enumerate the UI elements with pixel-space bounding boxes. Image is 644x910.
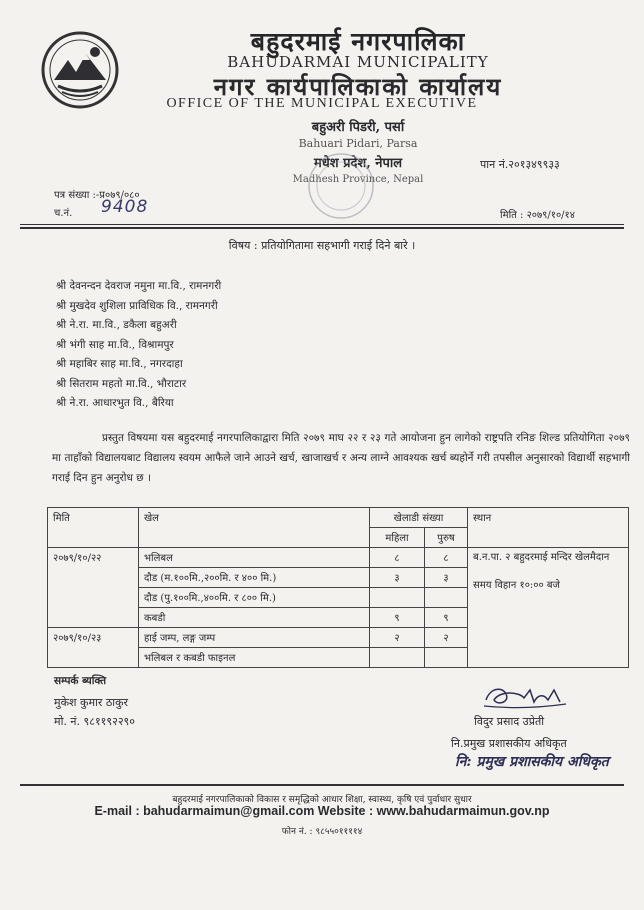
row-female: ३ <box>370 568 425 588</box>
row-date: २०७९/१०/२३ <box>48 628 139 668</box>
province-en: Madhesh Province, Nepal <box>292 174 424 185</box>
header-place: स्थान <box>468 508 629 548</box>
address-en: Bahuari Pidari, Parsa <box>298 137 418 150</box>
header-game: खेल <box>139 508 370 548</box>
letter-date: मिति : २०७९/१०/१४ <box>500 210 575 221</box>
row-game: दौड (पु.१००मि.,४००मि. र ८०० मि.) <box>139 588 370 608</box>
place-venue: ब.न.पा. २ बहुदरमाई मन्दिर खेलमैदान <box>473 552 610 563</box>
recipient-item: श्री मुखदेव शुशिला प्राविधिक वि., रामनगरी <box>56 299 218 312</box>
table-row <box>48 548 629 568</box>
row-male: ८ <box>425 548 468 568</box>
row-place <box>468 548 629 668</box>
footer-phone: फोन नं. : ९८५५०११११४ <box>281 827 363 837</box>
signatory-stamp: नि: प्रमुख प्रशासकीय अधिकृत <box>455 754 609 770</box>
signature-icon <box>480 680 570 712</box>
office-name-np: नगर कार्यपालिकाको कार्यालय <box>213 72 503 101</box>
table-header-row <box>48 508 629 528</box>
body-paragraph <box>52 428 630 488</box>
footer-email-website: E-mail : bahudarmaimun@gmail.com Website : www.bahudarmaimun.gov.np <box>94 804 550 818</box>
row-female: ९ <box>370 608 425 628</box>
header-divider <box>20 224 624 225</box>
subject-line: विषय : प्रतियोगितामा सहभागी गराई दिने बारे । <box>228 239 416 252</box>
row-male: २ <box>425 628 468 648</box>
header-date: मिति <box>48 508 139 548</box>
footer-slogan: बहुदरमाई नगरपालिकाको विकास र समृद्धिको आधार शिक्षा, स्वास्थ्य, कृषि एवं पुर्वाधार सुधार <box>172 795 472 805</box>
contact-phone: मो. नं. ९८११९२२९० <box>54 715 135 728</box>
row-female: ८ <box>370 548 425 568</box>
signatory-title: नि.प्रमुख प्रशासकीय अधिकृत <box>451 737 567 750</box>
address-np: बहुअरी पिडरी, पर्सा <box>311 120 405 135</box>
events-table <box>47 507 629 668</box>
header-players: खेलाडी संख्या <box>370 508 468 528</box>
recipient-item: श्री ने.रा. आधारभुत वि., बैरिया <box>56 397 174 409</box>
contact-name: मुकेश कुमार ठाकुर <box>54 696 129 709</box>
row-date: २०७९/१०/२२ <box>48 548 139 628</box>
header-female: महिला <box>370 528 425 548</box>
letter-number: पत्र संख्या :-प्र०७९/०८० <box>54 190 140 201</box>
office-name-en: OFFICE OF THE MUNICIPAL EXECUTIVE <box>166 96 478 111</box>
contact-heading: सम्पर्क ब्यक्ति <box>54 675 107 687</box>
row-game: दौड (म.१००मि.,२००मि. र ४०० मि.) <box>139 568 370 588</box>
body-text: प्रस्तुत विषयमा यस बहुदरमाई नगरपालिकाद्वारा मिति २०७९ माघ २२ र २३ गते आयोजना हुन लागेको राष्ट्रपति रनिङ शिल्ड प्रतियोगिता २०७९ मा ताहाँको विद्यालयबाट विद्यालय स्वयम आफैले जाने आउने खर्च, खाजाखर्च र अन्य लाग्ने आवश्यक खर्च ब्यहोर्ने गरी तपसील अनुसारको विद्यार्थी सहभागी गराई दिन हुन अनुरोध छ । <box>52 432 630 484</box>
dispatch-number: 9408 <box>101 197 149 217</box>
recipient-item: श्री भंगी साह मा.वि., विश्रामपुर <box>56 338 174 351</box>
row-female: २ <box>370 628 425 648</box>
header-male: पुरुष <box>425 528 468 548</box>
recipient-item: श्री ने.रा. मा.वि., डकैला बहुअरी <box>56 319 177 331</box>
recipient-item: श्री सितराम महतो मा.वि., भौराटार <box>56 377 187 390</box>
municipality-name-en: BAHUDARMAI MUNICIPALITY <box>227 53 489 71</box>
dispatch-label: च.नं. <box>54 208 73 219</box>
footer-divider <box>20 784 624 786</box>
row-game: कबडी <box>139 608 370 628</box>
row-male: ३ <box>425 568 468 588</box>
row-game: हाई जम्प, लङ्ग जम्प <box>139 628 370 648</box>
row-male <box>425 648 468 668</box>
row-female <box>370 648 425 668</box>
recipient-item: श्री महाबिर साह मा.वि., नगरदाहा <box>56 358 183 370</box>
row-game: भलिबल <box>139 548 370 568</box>
municipality-name-np: बहुदरमाई नगरपालिका <box>250 27 466 56</box>
signatory-name: विदुर प्रसाद उप्रेती <box>474 715 545 728</box>
province-np: मधेश प्रदेश, नेपाल <box>313 156 403 171</box>
row-game: भलिबल र कबडी फाइनल <box>139 648 370 668</box>
row-male <box>425 588 468 608</box>
place-time: समय विहान १०:०० बजे <box>473 580 560 591</box>
row-male: ९ <box>425 608 468 628</box>
pan-number: पान नं.२०१३४९९३३ <box>480 158 560 171</box>
recipient-item: श्री देवनन्दन देवराज नमुना मा.वि., रामनगरी <box>56 280 222 292</box>
header-divider-thick <box>20 227 624 229</box>
row-female <box>370 588 425 608</box>
office-seal-icon <box>305 150 377 222</box>
recipient-list <box>56 277 221 414</box>
